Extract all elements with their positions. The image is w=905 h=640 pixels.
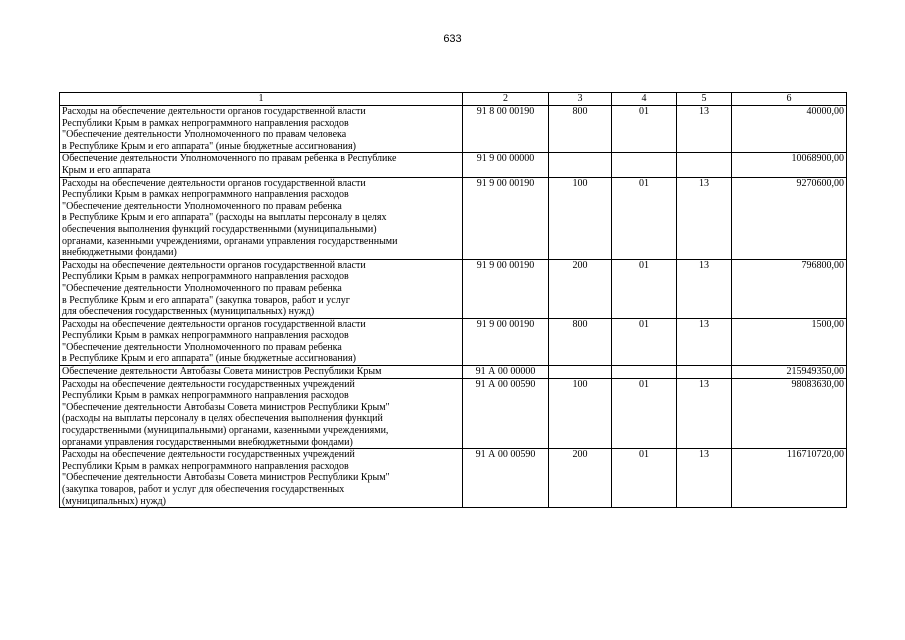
row-column-4: 01 xyxy=(612,177,677,259)
row-column-3: 100 xyxy=(549,177,612,259)
row-description: Расходы на обеспечение деятельности органов государственной власти Республики Крым в рамках непрограммного направления расходов "Обеспечение деятельности Уполномоченного по правам ребенка в Республике Крым и его аппарата" (расходы на выплаты персоналу в целях обеспечения выполнения функций государственными (муниципальными) органами, казенными учреждениями, органами управления государственными внебюджетными фондами) xyxy=(60,177,463,259)
header-col-1: 1 xyxy=(60,93,463,106)
row-code: 91 9 00 00000 xyxy=(463,153,549,177)
row-column-5: 13 xyxy=(677,106,732,153)
header-col-5: 5 xyxy=(677,93,732,106)
header-col-2: 2 xyxy=(463,93,549,106)
row-amount: 40000,00 xyxy=(732,106,847,153)
table-row xyxy=(60,378,847,449)
row-column-4: 01 xyxy=(612,318,677,365)
row-description: Расходы на обеспечение деятельности государственных учреждений Республики Крым в рамках непрограммного направления расходов "Обеспечение деятельности Автобазы Совета министров Республики Крым" (закупка товаров, работ и услуг для обеспечения государственных (муниципальных) нужд) xyxy=(60,449,463,508)
row-column-3: 200 xyxy=(549,449,612,508)
table-row xyxy=(60,177,847,259)
table-row xyxy=(60,153,847,177)
table-row xyxy=(60,259,847,318)
row-column-5: 13 xyxy=(677,449,732,508)
row-column-4: 01 xyxy=(612,259,677,318)
row-code: 91 8 00 00190 xyxy=(463,106,549,153)
row-description: Расходы на обеспечение деятельности государственных учреждений Республики Крым в рамках непрограммного направления расходов "Обеспечение деятельности Автобазы Совета министров Республики Крым" (расходы на выплаты персоналу в целях обеспечения выполнения функций государственными (муниципальными) органами, казенными учреждениями, органами управления государственными внебюджетными фондами) xyxy=(60,378,463,449)
row-column-4 xyxy=(612,366,677,379)
row-column-5: 13 xyxy=(677,318,732,365)
row-amount: 796800,00 xyxy=(732,259,847,318)
page-number: 633 xyxy=(443,33,462,45)
row-column-3: 100 xyxy=(549,378,612,449)
row-amount: 98083630,00 xyxy=(732,378,847,449)
row-amount: 9270600,00 xyxy=(732,177,847,259)
row-column-4: 01 xyxy=(612,449,677,508)
row-code: 91 9 00 00190 xyxy=(463,318,549,365)
row-description: Расходы на обеспечение деятельности органов государственной власти Республики Крым в рамках непрограммного направления расходов "Обеспечение деятельности Уполномоченного по правам человека в Республике Крым и его аппарата" (иные бюджетные ассигнования) xyxy=(60,106,463,153)
row-column-3: 800 xyxy=(549,318,612,365)
table-row xyxy=(60,366,847,379)
table-header-row xyxy=(60,93,847,106)
row-code: 91 А 00 00590 xyxy=(463,449,549,508)
table-row xyxy=(60,449,847,508)
table-row xyxy=(60,106,847,153)
row-description: Обеспечение деятельности Автобазы Совета министров Республики Крым xyxy=(60,366,463,379)
row-column-5: 13 xyxy=(677,259,732,318)
row-code: 91 А 00 00590 xyxy=(463,378,549,449)
row-amount: 1500,00 xyxy=(732,318,847,365)
table-row xyxy=(60,318,847,365)
row-amount: 116710720,00 xyxy=(732,449,847,508)
header-col-3: 3 xyxy=(549,93,612,106)
header-col-6: 6 xyxy=(732,93,847,106)
row-column-5 xyxy=(677,153,732,177)
row-column-5: 13 xyxy=(677,378,732,449)
row-column-5 xyxy=(677,366,732,379)
row-column-3 xyxy=(549,366,612,379)
row-code: 91 А 00 00000 xyxy=(463,366,549,379)
row-amount: 215949350,00 xyxy=(732,366,847,379)
row-column-4 xyxy=(612,153,677,177)
row-description: Расходы на обеспечение деятельности органов государственной власти Республики Крым в рамках непрограммного направления расходов "Обеспечение деятельности Уполномоченного по правам ребенка в Республике Крым и его аппарата" (закупка товаров, работ и услуг для обеспечения государственных (муниципальных) нужд) xyxy=(60,259,463,318)
row-column-3: 800 xyxy=(549,106,612,153)
row-column-5: 13 xyxy=(677,177,732,259)
row-description: Обеспечение деятельности Уполномоченного по правам ребенка в Республике Крым и его аппарата xyxy=(60,153,463,177)
budget-table xyxy=(59,92,847,508)
header-col-4: 4 xyxy=(612,93,677,106)
row-column-4: 01 xyxy=(612,378,677,449)
row-code: 91 9 00 00190 xyxy=(463,177,549,259)
row-column-3: 200 xyxy=(549,259,612,318)
row-description: Расходы на обеспечение деятельности органов государственной власти Республики Крым в рамках непрограммного направления расходов "Обеспечение деятельности Уполномоченного по правам ребенка в Республике Крым и его аппарата" (иные бюджетные ассигнования) xyxy=(60,318,463,365)
row-amount: 10068900,00 xyxy=(732,153,847,177)
row-code: 91 9 00 00190 xyxy=(463,259,549,318)
row-column-3 xyxy=(549,153,612,177)
row-column-4: 01 xyxy=(612,106,677,153)
